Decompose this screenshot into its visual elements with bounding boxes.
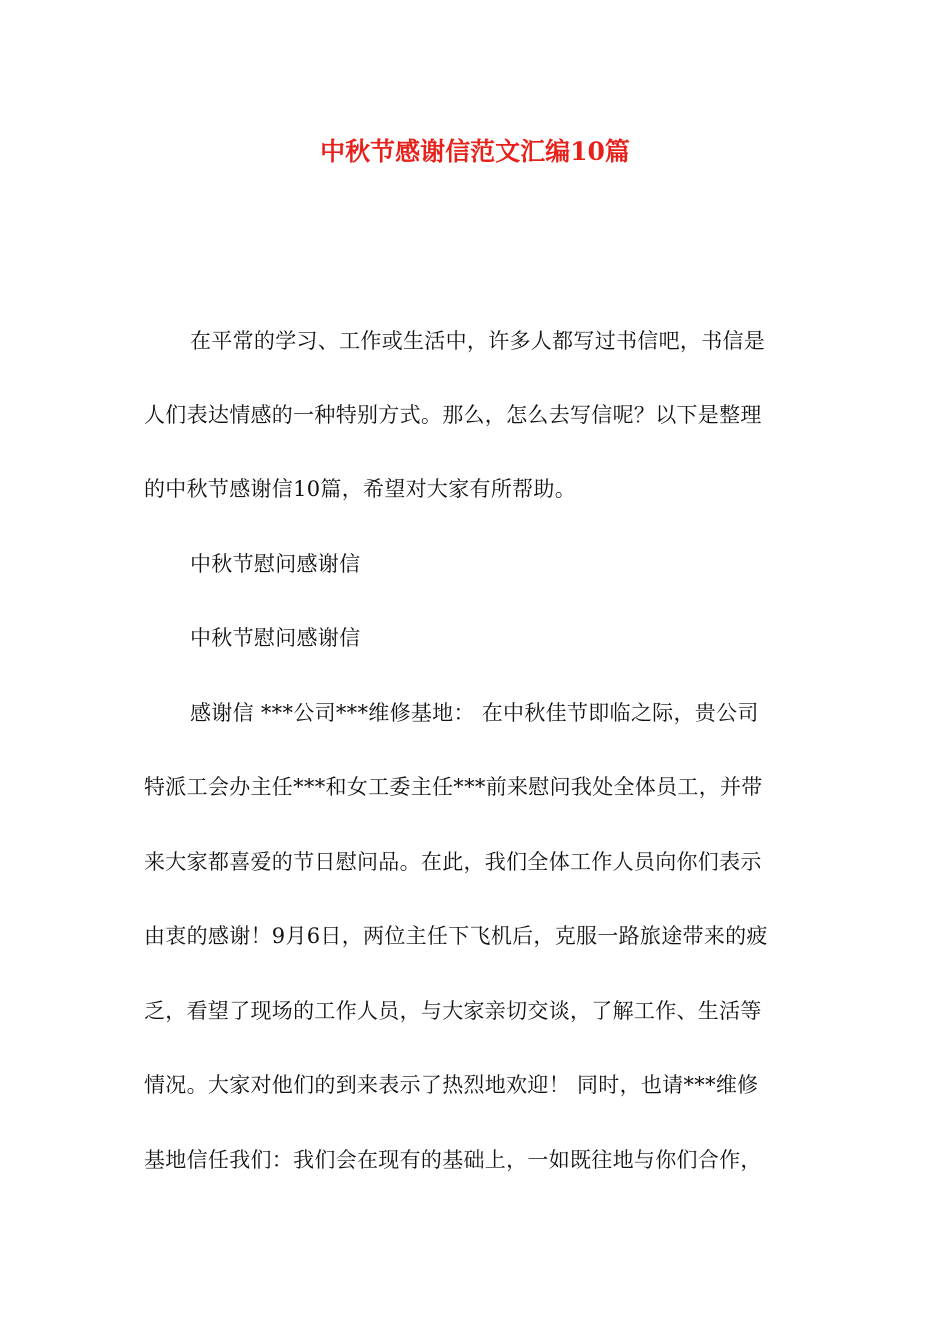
paragraph-line: 来大家都喜爱的节日慰问品。在此，我们全体工作人员向你们表示 bbox=[144, 850, 762, 874]
paragraph-line: 乏，看望了现场的工作人员，与大家亲切交谈，了解工作、生活等 bbox=[144, 999, 762, 1023]
document-title: 中秋节感谢信范文汇编10篇 bbox=[320, 137, 630, 166]
paragraph-line: 感谢信 ***公司***维修基地： 在中秋佳节即临之际，贵公司 bbox=[190, 701, 759, 725]
paragraph-line: 在平常的学习、工作或生活中，许多人都写过书信吧，书信是 bbox=[190, 329, 766, 353]
section-heading: 中秋节慰问感谢信 bbox=[190, 626, 361, 650]
paragraph-line: 的中秋节感谢信10篇，希望对大家有所帮助。 bbox=[144, 477, 577, 501]
paragraph-line: 由衷的感谢！9月6日，两位主任下飞机后，克服一路旅途带来的疲 bbox=[144, 924, 768, 948]
paragraph-line: 情况。大家对他们的到来表示了热烈地欢迎！ 同时，也请***维修 bbox=[144, 1073, 759, 1097]
paragraph-line: 人们表达情感的一种特别方式。那么，怎么去写信呢？以下是整理 bbox=[144, 403, 762, 427]
section-heading: 中秋节慰问感谢信 bbox=[190, 552, 361, 576]
paragraph-line: 特派工会办主任***和女工委主任***前来慰问我处全体员工，并带 bbox=[144, 775, 763, 799]
paragraph-line: 基地信任我们：我们会在现有的基础上，一如既往地与你们合作， bbox=[144, 1148, 762, 1172]
